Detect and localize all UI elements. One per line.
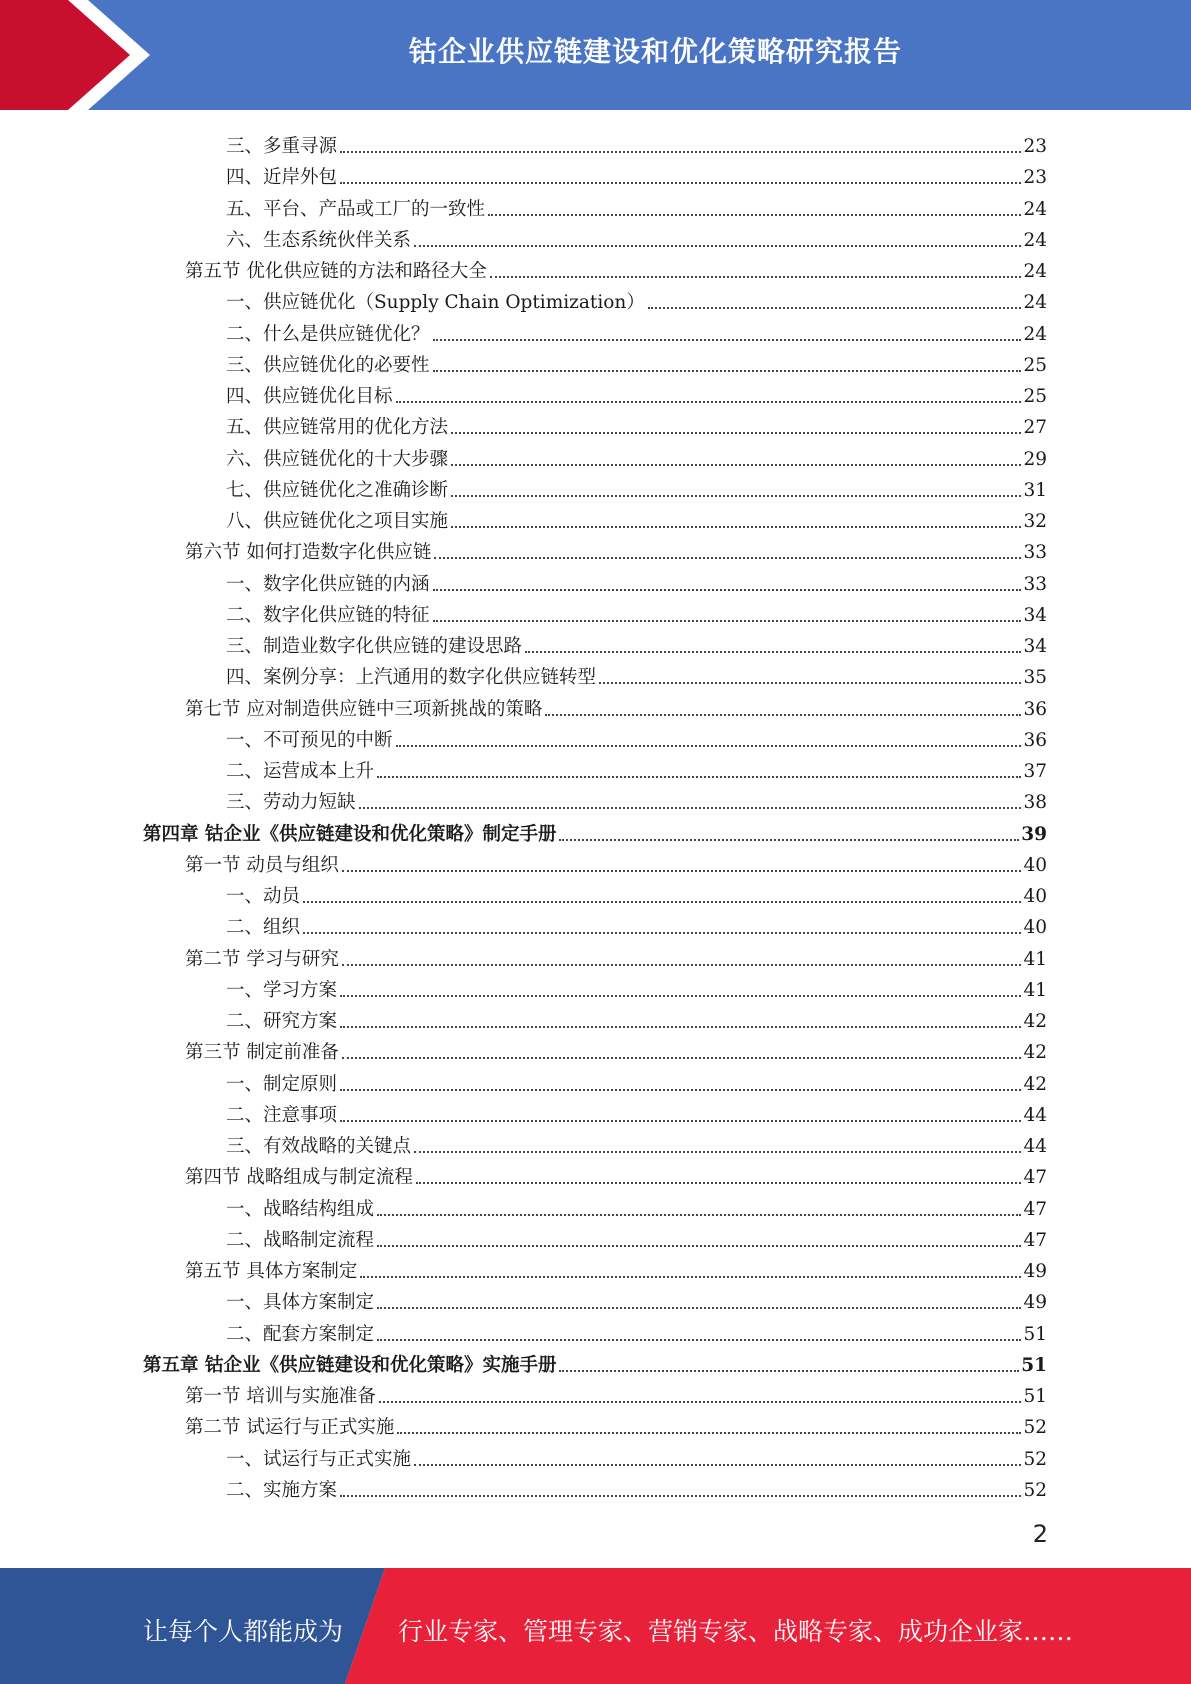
toc-dot-leader bbox=[451, 464, 1021, 466]
toc-dot-leader bbox=[488, 214, 1021, 216]
page-header bbox=[0, 0, 1191, 110]
toc-page-number: 40 bbox=[1023, 886, 1047, 907]
toc-dot-leader bbox=[545, 714, 1021, 716]
toc-page-number: 24 bbox=[1023, 229, 1047, 251]
toc-page-number: 51 bbox=[1023, 1323, 1047, 1345]
toc-subsection-entry[interactable] bbox=[226, 658, 1047, 689]
toc-dot-leader bbox=[396, 745, 1022, 747]
toc-subsection-entry[interactable] bbox=[226, 783, 1047, 814]
toc-dot-leader bbox=[414, 1151, 1021, 1153]
toc-page-number: 52 bbox=[1023, 1417, 1047, 1439]
toc-page-number: 49 bbox=[1023, 1261, 1047, 1282]
toc-subsection-entry[interactable] bbox=[226, 471, 1047, 502]
toc-entry-label: 一、动员 bbox=[226, 886, 301, 907]
toc-dot-leader bbox=[342, 1057, 1022, 1059]
toc-entry-label: 三、有效战略的关键点 bbox=[226, 1136, 412, 1157]
toc-subsection-entry[interactable] bbox=[226, 1065, 1047, 1096]
toc-entry-label: 一、供应链优化（Supply Chain Optimization） bbox=[226, 292, 645, 314]
toc-subsection-entry[interactable] bbox=[226, 1221, 1047, 1252]
toc-dot-leader bbox=[303, 932, 1021, 934]
toc-entry-label: 三、供应链优化的必要性 bbox=[226, 354, 430, 376]
toc-entry-label: 一、学习方案 bbox=[226, 979, 338, 1001]
toc-subsection-entry[interactable] bbox=[226, 1471, 1047, 1502]
toc-subsection-entry[interactable] bbox=[226, 158, 1047, 189]
toc-entry-label: 第五章 钴企业《供应链建设和优化策略》实施手册 bbox=[143, 1354, 557, 1376]
toc-entry-label: 四、供应链优化目标 bbox=[226, 386, 393, 407]
toc-section-entry[interactable] bbox=[185, 252, 1047, 283]
toc-subsection-entry[interactable] bbox=[226, 1190, 1047, 1221]
page-footer bbox=[0, 1568, 1191, 1684]
toc-page-number: 35 bbox=[1023, 667, 1047, 689]
footer-slogan-left: 让每个人都能成为 bbox=[143, 1617, 344, 1646]
toc-page-number: 38 bbox=[1023, 792, 1047, 814]
toc-page-number: 34 bbox=[1023, 604, 1047, 626]
toc-page-number: 27 bbox=[1023, 417, 1047, 439]
toc-entry-label: 六、生态系统伙伴关系 bbox=[226, 229, 412, 251]
document-title: 钴企业供应链建设和优化策略研究报告 bbox=[408, 35, 902, 68]
toc-dot-leader bbox=[451, 432, 1021, 434]
toc-dot-leader bbox=[648, 307, 1022, 309]
toc-subsection-entry[interactable] bbox=[226, 377, 1047, 408]
toc-subsection-entry[interactable] bbox=[226, 565, 1047, 596]
toc-dot-leader bbox=[490, 276, 1022, 278]
toc-dot-leader bbox=[377, 1214, 1021, 1216]
toc-page-number: 44 bbox=[1023, 1136, 1047, 1157]
toc-dot-leader bbox=[433, 589, 1022, 591]
toc-entry-label: 第四章 钴企业《供应链建设和优化策略》制定手册 bbox=[143, 823, 557, 845]
toc-dot-leader bbox=[414, 245, 1021, 247]
toc-dot-leader bbox=[433, 620, 1022, 622]
toc-dot-leader bbox=[377, 776, 1021, 778]
toc-dot-leader bbox=[377, 1245, 1021, 1247]
toc-subsection-entry[interactable] bbox=[226, 346, 1047, 377]
toc-page-number: 31 bbox=[1023, 479, 1047, 501]
toc-subsection-entry[interactable] bbox=[226, 971, 1047, 1002]
toc-page-number: 29 bbox=[1023, 448, 1047, 470]
toc-subsection-entry[interactable] bbox=[226, 408, 1047, 439]
toc-page-number: 47 bbox=[1023, 1229, 1047, 1251]
toc-dot-leader bbox=[360, 1276, 1021, 1278]
toc-entry-label: 第七节 应对制造供应链中三项新挑战的策略 bbox=[185, 698, 543, 720]
toc-dot-leader bbox=[434, 557, 1021, 559]
toc-page-number: 47 bbox=[1023, 1198, 1047, 1220]
toc-page-number: 24 bbox=[1023, 292, 1047, 314]
toc-entry-label: 第六节 如何打造数字化供应链 bbox=[185, 542, 432, 564]
toc-page-number: 40 bbox=[1023, 917, 1047, 939]
toc-entry-label: 八、供应链优化之项目实施 bbox=[226, 511, 449, 532]
toc-dot-leader bbox=[340, 151, 1021, 153]
toc-chapter-entry[interactable] bbox=[143, 1346, 1047, 1377]
toc-entry-label: 二、实施方案 bbox=[226, 1479, 338, 1501]
toc-dot-leader bbox=[397, 1432, 1021, 1434]
toc-entry-label: 一、具体方案制定 bbox=[226, 1292, 375, 1314]
toc-entry-label: 二、运营成本上升 bbox=[226, 761, 375, 782]
toc-dot-leader bbox=[340, 1120, 1021, 1122]
toc-entry-label: 第一节 动员与组织 bbox=[185, 854, 339, 876]
toc-dot-leader bbox=[340, 995, 1021, 997]
toc-dot-leader bbox=[377, 1307, 1021, 1309]
toc-entry-label: 一、不可预见的中断 bbox=[226, 729, 393, 751]
toc-section-entry[interactable] bbox=[185, 1033, 1047, 1064]
toc-subsection-entry[interactable] bbox=[226, 440, 1047, 471]
toc-dot-leader bbox=[396, 401, 1022, 403]
toc-page-number: 24 bbox=[1023, 261, 1047, 282]
toc-page-number: 25 bbox=[1023, 354, 1047, 376]
toc-dot-leader bbox=[342, 870, 1022, 872]
toc-page-number: 25 bbox=[1023, 386, 1047, 407]
toc-subsection-entry[interactable] bbox=[226, 1002, 1047, 1033]
toc-page-number: 44 bbox=[1023, 1104, 1047, 1126]
footer-slogan-right: 行业专家、管理专家、营销专家、战略专家、成功企业家…… bbox=[398, 1617, 1074, 1646]
toc-page-number: 34 bbox=[1023, 636, 1047, 657]
toc-dot-leader bbox=[416, 1182, 1022, 1184]
toc-subsection-entry[interactable] bbox=[226, 1096, 1047, 1127]
toc-page-number: 23 bbox=[1023, 167, 1047, 189]
toc-subsection-entry[interactable] bbox=[226, 877, 1047, 908]
toc-dot-leader bbox=[559, 1370, 1019, 1372]
toc-page-number: 51 bbox=[1023, 1386, 1047, 1407]
toc-page-number: 36 bbox=[1023, 698, 1047, 720]
toc-subsection-entry[interactable] bbox=[226, 127, 1047, 158]
toc-entry-label: 四、近岸外包 bbox=[226, 167, 338, 189]
toc-subsection-entry[interactable] bbox=[226, 1440, 1047, 1471]
toc-subsection-entry[interactable] bbox=[226, 596, 1047, 627]
toc-dot-leader bbox=[451, 526, 1021, 528]
toc-section-entry[interactable] bbox=[185, 940, 1047, 971]
toc-entry-label: 第一节 培训与实施准备 bbox=[185, 1386, 376, 1407]
toc-page-number: 49 bbox=[1023, 1292, 1047, 1314]
toc-dot-leader bbox=[377, 1339, 1021, 1341]
toc-dot-leader bbox=[525, 651, 1021, 653]
toc-page-number: 41 bbox=[1023, 948, 1047, 970]
toc-dot-leader bbox=[379, 1401, 1022, 1403]
toc-subsection-entry[interactable] bbox=[226, 627, 1047, 658]
toc-entry-label: 第二节 学习与研究 bbox=[185, 948, 339, 970]
toc-entry-label: 二、配套方案制定 bbox=[226, 1323, 375, 1345]
toc-subsection-entry[interactable] bbox=[226, 283, 1047, 314]
toc-page-number: 42 bbox=[1023, 1042, 1047, 1064]
toc-section-entry[interactable] bbox=[185, 1252, 1047, 1283]
toc-page-number: 40 bbox=[1023, 854, 1047, 876]
toc-page-number: 24 bbox=[1023, 323, 1047, 345]
toc-entry-label: 一、制定原则 bbox=[226, 1073, 338, 1095]
toc-page-number: 47 bbox=[1023, 1167, 1047, 1189]
toc-dot-leader bbox=[433, 370, 1022, 372]
toc-entry-label: 一、数字化供应链的内涵 bbox=[226, 573, 430, 595]
toc-page-number: 37 bbox=[1023, 761, 1047, 782]
toc-entry-label: 第四节 战略组成与制定流程 bbox=[185, 1167, 413, 1189]
toc-entry-label: 一、战略结构组成 bbox=[226, 1198, 375, 1220]
toc-dot-leader bbox=[340, 1026, 1021, 1028]
toc-entry-label: 第二节 试运行与正式实施 bbox=[185, 1417, 395, 1439]
toc-entry-label: 二、研究方案 bbox=[226, 1011, 338, 1032]
toc-entry-label: 三、劳动力短缺 bbox=[226, 792, 356, 814]
toc-page-number: 24 bbox=[1023, 198, 1047, 220]
toc-chapter-entry[interactable] bbox=[143, 815, 1047, 846]
toc-subsection-entry[interactable] bbox=[226, 1127, 1047, 1158]
toc-entry-label: 六、供应链优化的十大步骤 bbox=[226, 448, 449, 470]
toc-dot-leader bbox=[340, 182, 1021, 184]
toc-page-number: 39 bbox=[1021, 823, 1047, 845]
toc-section-entry[interactable] bbox=[185, 533, 1047, 564]
toc-page-number: 41 bbox=[1023, 979, 1047, 1001]
toc-subsection-entry[interactable] bbox=[226, 190, 1047, 221]
toc-page-number: 23 bbox=[1023, 136, 1047, 157]
toc-entry-label: 二、什么是供应链优化？ bbox=[226, 323, 430, 345]
toc-entry-label: 第五节 具体方案制定 bbox=[185, 1261, 358, 1282]
toc-section-entry[interactable] bbox=[185, 690, 1047, 721]
toc-dot-leader bbox=[342, 964, 1022, 966]
toc-subsection-entry[interactable] bbox=[226, 1283, 1047, 1314]
toc-dot-leader bbox=[599, 682, 1021, 684]
toc-page-number: 42 bbox=[1023, 1073, 1047, 1095]
toc-subsection-entry[interactable] bbox=[226, 908, 1047, 939]
toc-page-number: 33 bbox=[1023, 542, 1047, 564]
toc-page-number: 52 bbox=[1023, 1448, 1047, 1470]
toc-section-entry[interactable] bbox=[185, 1158, 1047, 1189]
toc-entry-label: 三、制造业数字化供应链的建设思路 bbox=[226, 636, 523, 657]
toc-dot-leader bbox=[303, 901, 1021, 903]
toc-page-number: 51 bbox=[1021, 1354, 1047, 1376]
toc-subsection-entry[interactable] bbox=[226, 221, 1047, 252]
toc-dot-leader bbox=[451, 495, 1021, 497]
toc-dot-leader bbox=[340, 1495, 1021, 1497]
toc-entry-label: 二、组织 bbox=[226, 917, 301, 939]
toc-entry-label: 七、供应链优化之准确诊断 bbox=[226, 479, 449, 501]
toc-section-entry[interactable] bbox=[185, 1408, 1047, 1439]
toc-subsection-entry[interactable] bbox=[226, 315, 1047, 346]
toc-dot-leader bbox=[433, 339, 1022, 341]
toc-page-number: 52 bbox=[1023, 1479, 1047, 1501]
toc-section-entry[interactable] bbox=[185, 1377, 1047, 1408]
toc-dot-leader bbox=[559, 839, 1019, 841]
toc-entry-label: 四、案例分享：上汽通用的数字化供应链转型 bbox=[226, 667, 597, 689]
toc-section-entry[interactable] bbox=[185, 846, 1047, 877]
toc-entry-label: 二、数字化供应链的特征 bbox=[226, 604, 430, 626]
toc-subsection-entry[interactable] bbox=[226, 721, 1047, 752]
page-number: 2 bbox=[1032, 1520, 1048, 1548]
toc-entry-label: 二、注意事项 bbox=[226, 1104, 338, 1126]
toc-page-number: 32 bbox=[1023, 511, 1047, 532]
toc-entry-label: 五、平台、产品或工厂的一致性 bbox=[226, 198, 486, 220]
toc-entry-label: 第三节 制定前准备 bbox=[185, 1042, 339, 1064]
toc-entry-label: 二、战略制定流程 bbox=[226, 1229, 375, 1251]
toc-dot-leader bbox=[359, 807, 1022, 809]
toc-entry-label: 一、试运行与正式实施 bbox=[226, 1448, 412, 1470]
toc-entry-label: 第五节 优化供应链的方法和路径大全 bbox=[185, 261, 487, 282]
toc-dot-leader bbox=[414, 1464, 1021, 1466]
toc-dot-leader bbox=[340, 1089, 1021, 1091]
toc-page-number: 36 bbox=[1023, 729, 1047, 751]
toc-subsection-entry[interactable] bbox=[226, 752, 1047, 783]
toc-subsection-entry[interactable] bbox=[226, 502, 1047, 533]
toc-page-number: 42 bbox=[1023, 1011, 1047, 1032]
toc-entry-label: 三、多重寻源 bbox=[226, 136, 338, 157]
toc-subsection-entry[interactable] bbox=[226, 1315, 1047, 1346]
toc-page-number: 33 bbox=[1023, 573, 1047, 595]
toc-entry-label: 五、供应链常用的优化方法 bbox=[226, 417, 449, 439]
